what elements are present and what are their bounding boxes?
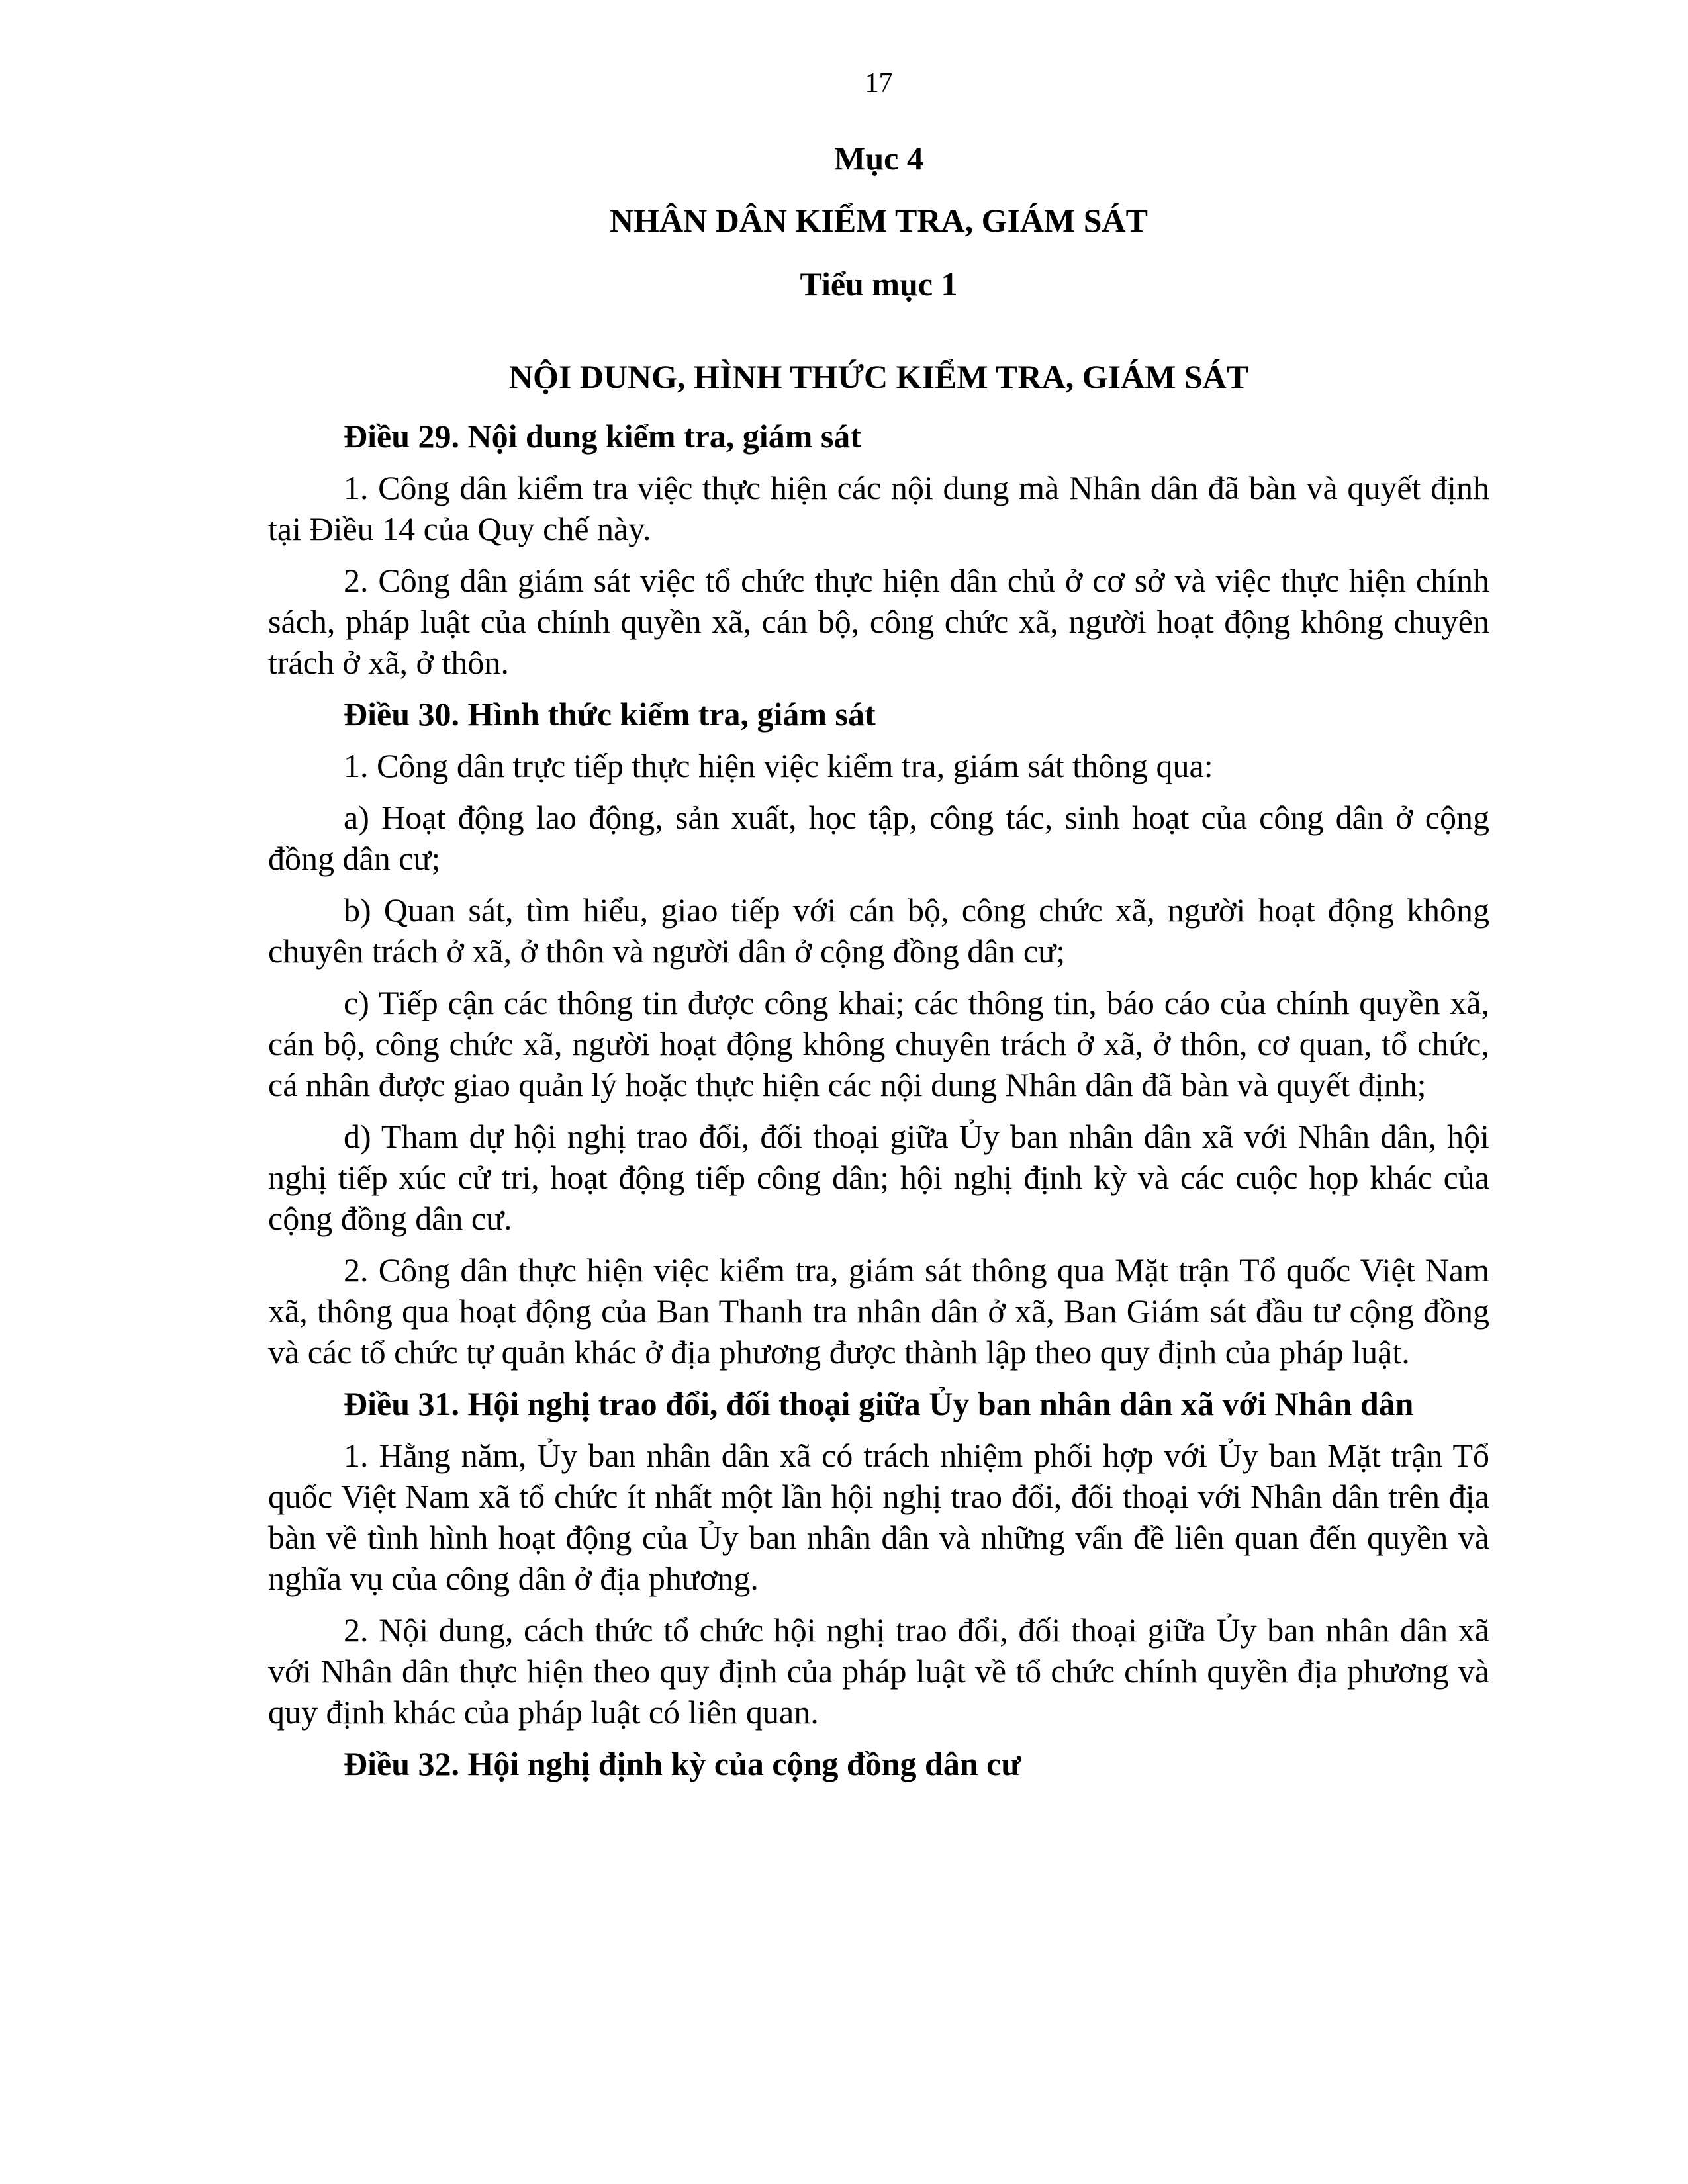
article-30-clause-2: 2. Công dân thực hiện việc kiểm tra, giám sát thông qua Mặt trận Tổ quốc Việt Nam xã, thông qua hoạt động của Ban Thanh tra nhân dân ở xã, Ban Giám sát đầu tư cộng đồng và các tổ chức tự quản khác ở địa phương được thành lập theo quy định của pháp luật. xyxy=(268,1251,1489,1371)
article-31-title: Điều 31. Hội nghị trao đổi, đối thoại giữa Ủy ban nhân dân xã với Nhân dân xyxy=(344,1385,1414,1422)
subsection-number-heading: Tiểu mục 1 xyxy=(800,265,958,302)
article-29-title: Điều 29. Nội dung kiểm tra, giám sát xyxy=(344,418,861,455)
article-30-point-a: a) Hoạt động lao động, sản xuất, học tập, công tác, sinh hoạt của công dân ở cộng đồng dân cư; xyxy=(268,799,1489,877)
document-body xyxy=(268,416,1489,1795)
page-number: 17 xyxy=(865,68,893,99)
article-30-point-b: b) Quan sát, tìm hiểu, giao tiếp với cán bộ, công chức xã, người hoạt động không chuyên trách ở xã, ở thôn và người dân ở cộng đồng dân cư; xyxy=(268,891,1489,970)
article-31-clause-2: 2. Nội dung, cách thức tổ chức hội nghị trao đổi, đối thoại giữa Ủy ban nhân dân xã với Nhân dân thực hiện theo quy định của pháp luật về tổ chức chính quyền địa phương và quy định khác của pháp luật có liên quan. xyxy=(268,1612,1489,1731)
article-29-clause-2: 2. Công dân giám sát việc tổ chức thực hiện dân chủ ở cơ sở và việc thực hiện chính sách, pháp luật của chính quyền xã, cán bộ, công chức xã, người hoạt động không chuyên trách ở xã, ở thôn. xyxy=(268,562,1489,681)
section-title-heading: NHÂN DÂN KIỂM TRA, GIÁM SÁT xyxy=(609,202,1148,239)
article-30-title: Điều 30. Hình thức kiểm tra, giám sát xyxy=(344,696,876,733)
subsection-title-heading: NỘI DUNG, HÌNH THỨC KIỂM TRA, GIÁM SÁT xyxy=(508,358,1249,395)
article-32-title: Điều 32. Hội nghị định kỳ của cộng đồng dân cư xyxy=(344,1745,1021,1782)
section-number-heading: Mục 4 xyxy=(834,140,923,177)
article-30-point-d: d) Tham dự hội nghị trao đổi, đối thoại giữa Ủy ban nhân dân xã với Nhân dân, hội nghị tiếp xúc cử tri, hoạt động tiếp công dân; hội nghị định kỳ và các cuộc họp khác của cộng đồng dân cư. xyxy=(268,1118,1489,1237)
article-31-clause-1: 1. Hằng năm, Ủy ban nhân dân xã có trách nhiệm phối hợp với Ủy ban Mặt trận Tổ quốc Việt Nam xã tổ chức ít nhất một lần hội nghị trao đổi, đối thoại với Nhân dân trên địa bàn về tình hình hoạt động của Ủy ban nhân dân và những vấn đề liên quan đến quyền và nghĩa vụ của công dân ở địa phương. xyxy=(268,1437,1489,1597)
article-29-clause-1: 1. Công dân kiểm tra việc thực hiện các nội dung mà Nhân dân đã bàn và quyết định tại Điều 14 của Quy chế này. xyxy=(268,469,1489,547)
article-30-clause-1: 1. Công dân trực tiếp thực hiện việc kiểm tra, giám sát thông qua: xyxy=(344,747,1213,784)
article-30-point-c: c) Tiếp cận các thông tin được công khai; các thông tin, báo cáo của chính quyền xã, cán bộ, công chức xã, người hoạt động không chuyên trách ở xã, ở thôn, cơ quan, tổ chức, cá nhân được giao quản lý hoặc thực hiện các nội dung Nhân dân đã bàn và quyết định; xyxy=(268,984,1489,1103)
